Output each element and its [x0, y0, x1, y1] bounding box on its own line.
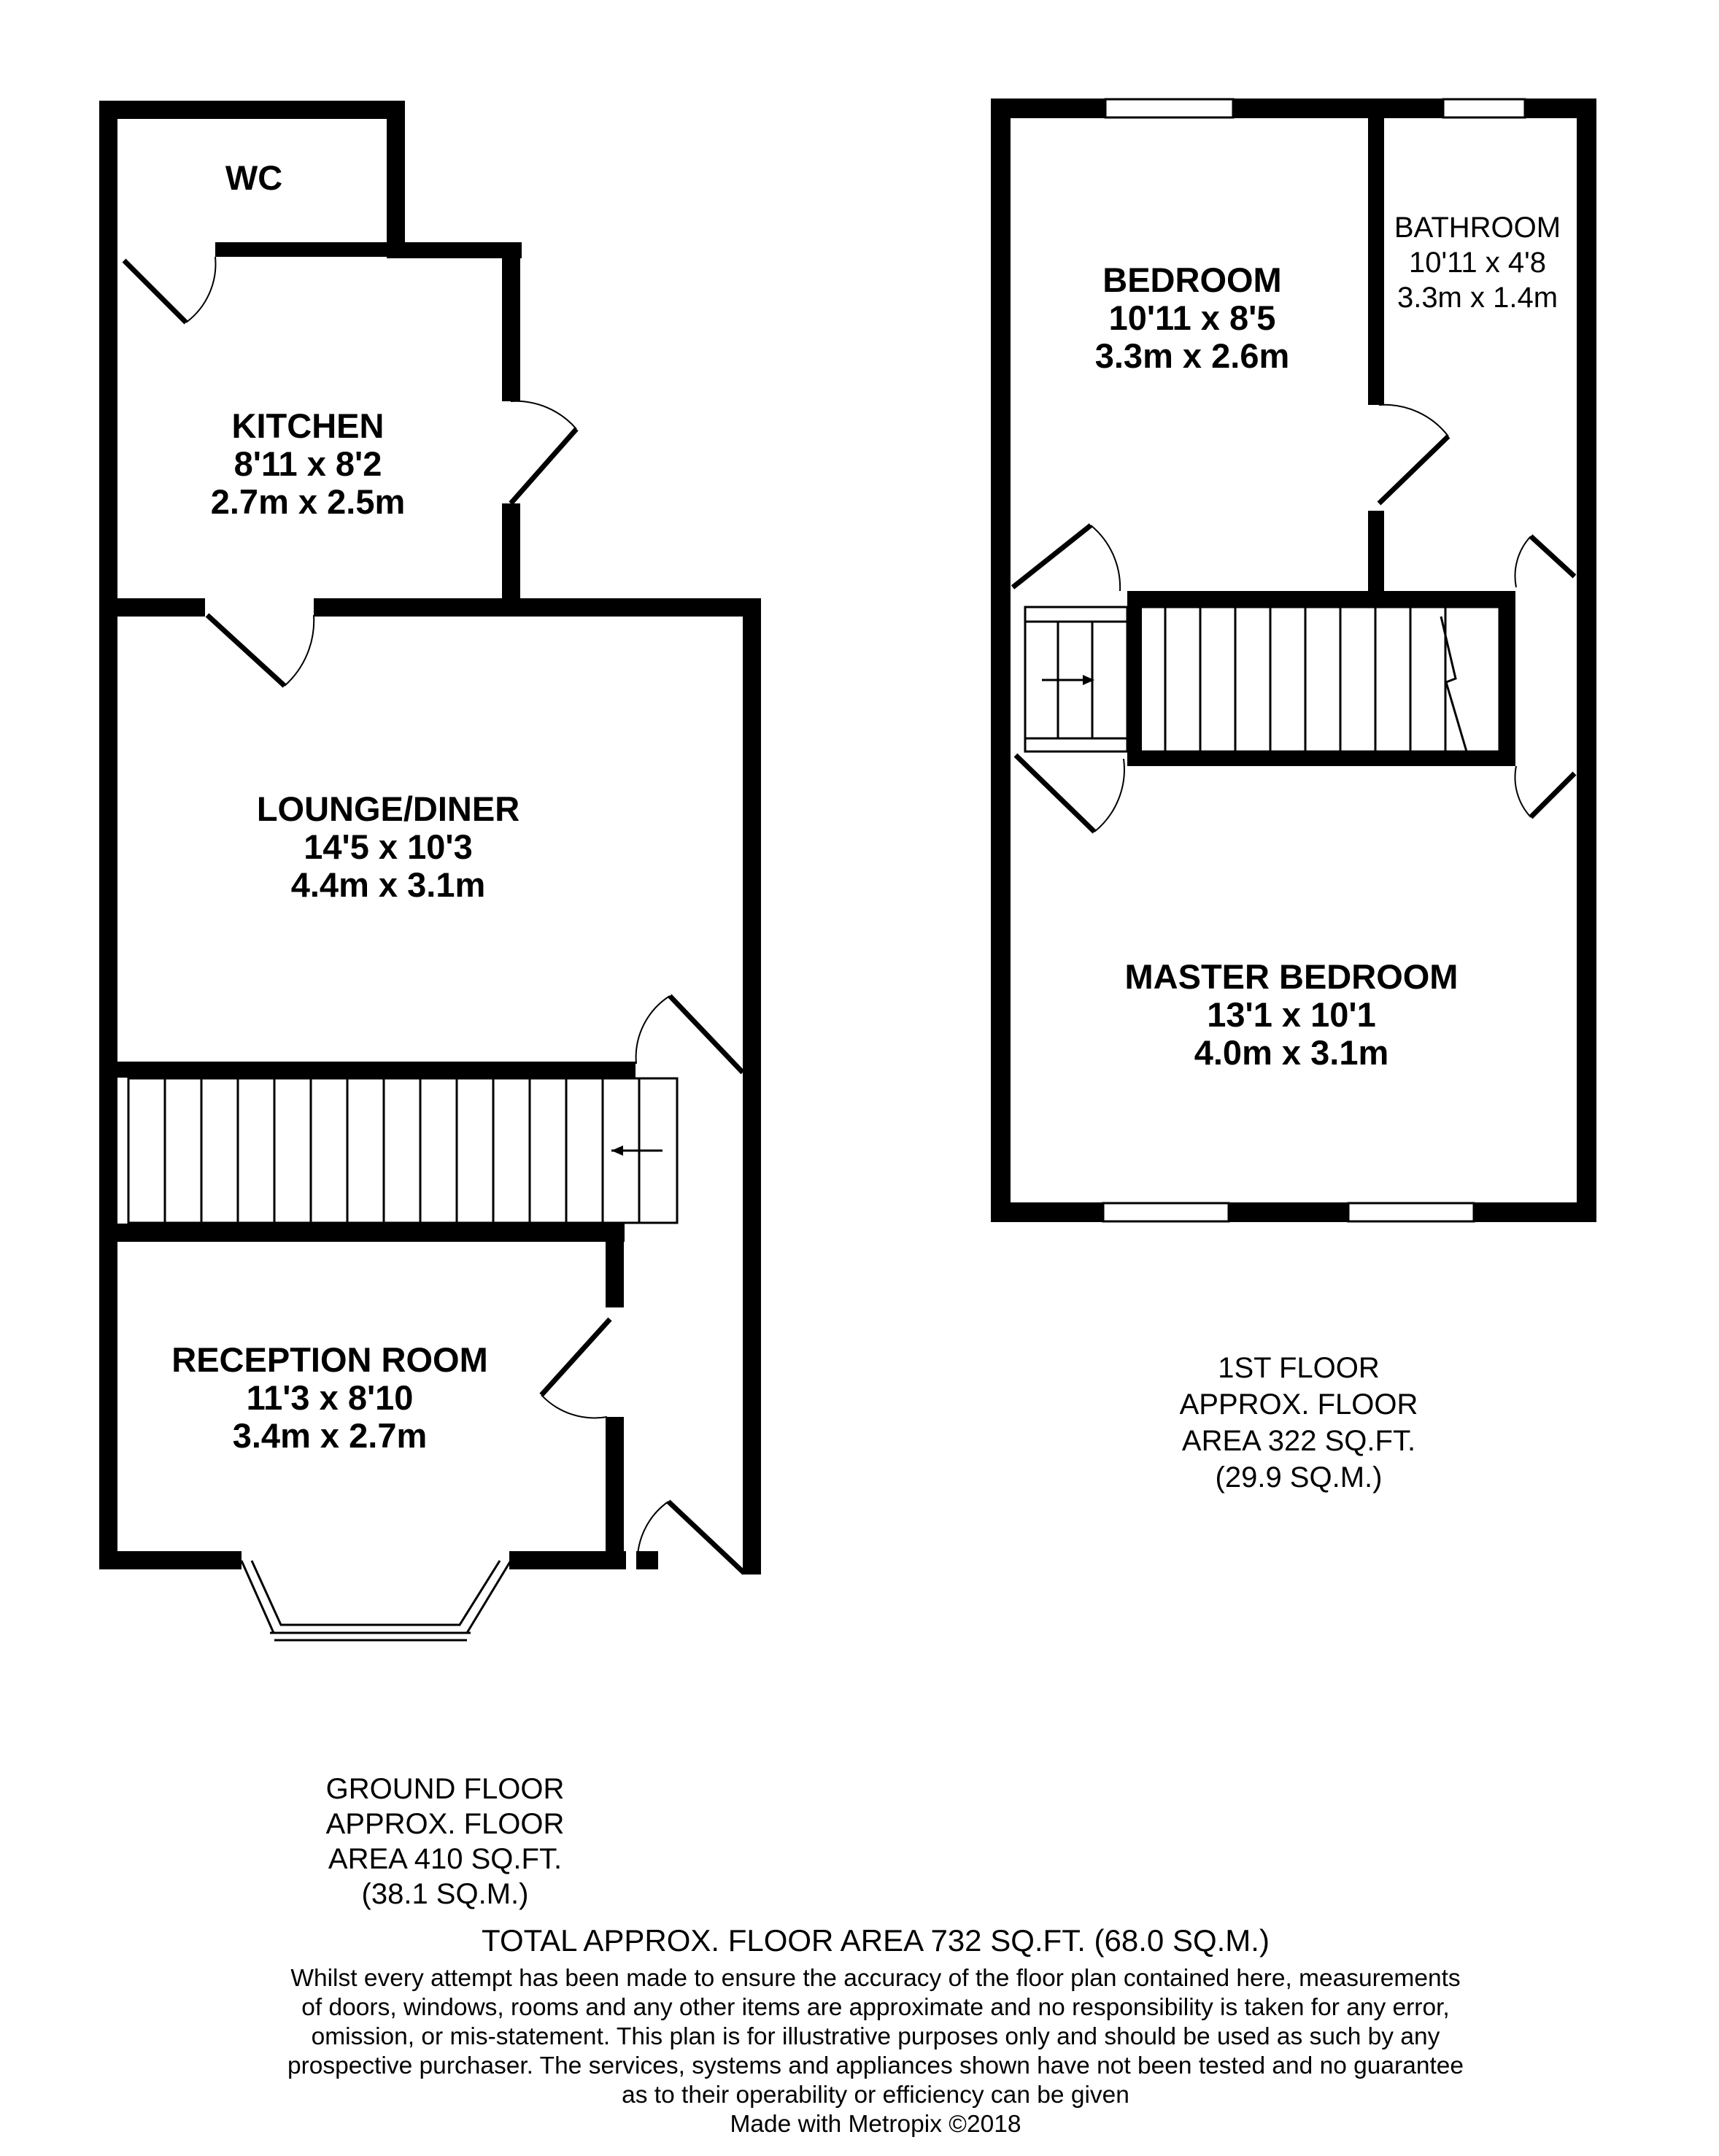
ground-floor-area: [270, 1771, 620, 1912]
wall: [502, 503, 520, 611]
bathroom-label: BATHROOM: [1394, 212, 1561, 244]
wall: [1577, 98, 1596, 1222]
total-floor-area: TOTAL APPROX. FLOOR AREA 732 SQ.FT. (68.0 SQ.M.): [482, 1923, 1270, 1958]
kitchen-imperial: 8'11 x 8'2: [233, 444, 382, 483]
window: [1103, 1203, 1229, 1221]
wall: [1499, 591, 1515, 766]
wall: [743, 1076, 761, 1575]
wall: [743, 598, 761, 1076]
area-line: (38.1 SQ.M.): [361, 1878, 529, 1910]
reception-metric: 3.4m x 2.7m: [232, 1416, 428, 1455]
door-master-left: [1016, 755, 1124, 832]
first-floor-stairs: [1025, 607, 1499, 751]
wall: [99, 1062, 636, 1078]
bedroom-metric: 3.3m x 2.6m: [1094, 336, 1290, 375]
wall: [1368, 109, 1384, 405]
window: [1348, 1203, 1474, 1221]
wall: [1127, 591, 1142, 766]
area-line: APPROX. FLOOR: [1179, 1388, 1418, 1421]
wall: [606, 1417, 624, 1567]
wall: [991, 1202, 1596, 1222]
kitchen-label: KITCHEN: [231, 406, 385, 445]
door-bathroom: [1379, 405, 1448, 503]
door-landing-upper: [1515, 536, 1575, 587]
door-wc: [124, 257, 215, 322]
wall: [215, 242, 390, 257]
wall: [387, 242, 522, 258]
master-bedroom-metric: 4.0m x 3.1m: [1194, 1033, 1389, 1072]
wall: [314, 598, 518, 617]
wall: [991, 98, 1011, 1222]
bathroom-imperial: 10'11 x 4'8: [1408, 247, 1547, 279]
kitchen-metric: 2.7m x 2.5m: [210, 482, 406, 521]
arrow-head-icon: [611, 1145, 623, 1156]
door-landing-lower: [1515, 766, 1575, 817]
area-line: AREA 410 SQ.FT.: [328, 1843, 563, 1875]
reception-label: RECEPTION ROOM: [171, 1340, 488, 1379]
wall: [1127, 591, 1514, 607]
credit: Made with Metropix ©2018: [730, 2111, 1021, 2138]
wall: [99, 598, 205, 617]
bay-window: [242, 1561, 511, 1640]
disclaimer-line: omission, or mis-statement. This plan is for illustrative purposes only and should be used as such by any: [311, 2023, 1440, 2050]
area-line: (29.9 SQ.M.): [1215, 1461, 1383, 1494]
wall: [99, 101, 117, 1567]
first-floor-area: [1124, 1350, 1474, 1496]
bathroom-metric: 3.3m x 1.4m: [1397, 282, 1558, 314]
wall: [99, 1224, 625, 1242]
lounge-imperial: 14'5 x 10'3: [304, 827, 473, 866]
lounge-label: LOUNGE/DINER: [256, 789, 520, 828]
area-line: 1ST FLOOR: [1218, 1352, 1380, 1384]
window: [1443, 99, 1525, 117]
area-line: AREA 322 SQ.FT.: [1181, 1425, 1416, 1457]
wall: [99, 1551, 242, 1569]
disclaimer-line: of doors, windows, rooms and any other items are approximate and no responsibility is taken for any error,: [301, 1994, 1450, 2021]
door-lounge-hall: [636, 996, 743, 1073]
wall: [1127, 751, 1514, 766]
wall: [502, 242, 520, 401]
bedroom-imperial: 10'11 x 8'5: [1108, 298, 1276, 337]
window: [1105, 99, 1233, 117]
master-bedroom-imperial: 13'1 x 10'1: [1207, 995, 1376, 1034]
ground-floor-stairs: [128, 1078, 677, 1223]
wall: [502, 598, 761, 617]
area-line: APPROX. FLOOR: [325, 1808, 565, 1840]
door-kitchen-external: [511, 401, 576, 503]
disclaimer-line: prospective purchaser. The services, systems and appliances shown have not been tested and no guarantee: [287, 2052, 1464, 2079]
wall: [636, 1551, 658, 1569]
disclaimer: [241, 1964, 1510, 2139]
ground-floor-plan: [99, 101, 761, 1640]
door-kitchen-lounge: [207, 615, 314, 686]
reception-imperial: 11'3 x 8'10: [246, 1378, 414, 1417]
door-bedroom: [1013, 525, 1120, 591]
wc-label: WC: [225, 158, 283, 197]
disclaimer-line: Whilst every attempt has been made to ensure the accuracy of the floor plan contained here, measurements: [290, 1965, 1461, 1992]
master-bedroom-label: MASTER BEDROOM: [1124, 957, 1459, 996]
door-reception: [541, 1319, 610, 1418]
disclaimer-line: as to their operability or efficiency can be given: [622, 2082, 1129, 2109]
wall: [606, 1224, 624, 1307]
bedroom-label: BEDROOM: [1102, 260, 1282, 299]
wall: [387, 101, 405, 258]
wall: [99, 101, 404, 119]
first-floor-plan: [991, 98, 1596, 1222]
area-line: GROUND FLOOR: [325, 1773, 565, 1805]
wall: [509, 1551, 626, 1569]
lounge-metric: 4.4m x 3.1m: [290, 865, 486, 904]
